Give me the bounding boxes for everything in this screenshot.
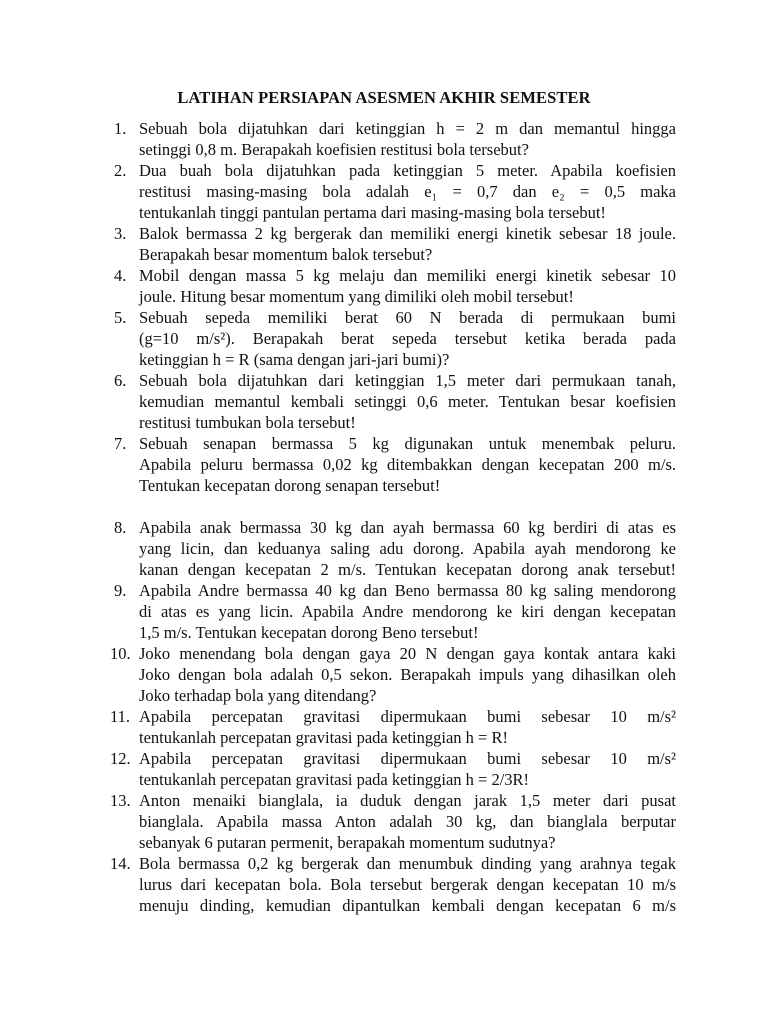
question-line: joule. Hitung besar momentum yang dimiliki oleh mobil tersebut! xyxy=(139,287,574,306)
question-number: 2. xyxy=(114,161,127,180)
question-line: Sebuah bola dijatuhkan dari ketinggian h = 2 m dan memantul hingga xyxy=(139,119,676,138)
question-line: bianglala. Apabila massa Anton adalah 30 kg, dan bianglala berputar xyxy=(139,812,676,831)
page-title: LATIHAN PERSIAPAN ASESMEN AKHIR SEMESTER xyxy=(177,88,591,107)
question-number: 14. xyxy=(110,854,131,873)
question-line: tentukanlah percepatan gravitasi pada ketinggian h = 2/3R! xyxy=(139,770,530,789)
question-line: Joko dengan bola adalah 0,5 sekon. Berapakah impuls yang dihasilkan oleh xyxy=(139,665,676,684)
question-line: lurus dari kecepatan bola. Bola tersebut bergerak dengan kecepatan 10 m/s xyxy=(139,875,676,894)
question-line: Sebuah sepeda memiliki berat 60 N berada di permukaan bumi xyxy=(139,308,676,327)
question-line: 1,5 m/s. Tentukan kecepatan dorong Beno tersebut! xyxy=(139,623,479,642)
question-item xyxy=(110,580,676,643)
question-line: kanan dengan kecepatan 2 m/s. Tentukan kecepatan dorong anak tersebut! xyxy=(139,560,676,579)
question-line: Bola bermassa 0,2 kg bergerak dan menumbuk dinding yang arahnya tegak xyxy=(139,854,676,873)
question-item xyxy=(110,433,676,496)
question-line: Berapakah besar momentum balok tersebut? xyxy=(139,245,433,264)
question-line: Apabila percepatan gravitasi dipermukaan bumi sebesar 10 m/s² xyxy=(139,749,676,768)
question-line: Joko terhadap bola yang ditendang? xyxy=(139,686,377,705)
question-number: 12. xyxy=(110,749,131,768)
question-item xyxy=(110,706,676,748)
question-number: 6. xyxy=(114,371,127,390)
question-line: Apabila anak bermassa 30 kg dan ayah bermassa 60 kg berdiri di atas es xyxy=(139,518,676,537)
question-line: ketinggian h = R (sama dengan jari-jari bumi)? xyxy=(139,350,450,369)
question-line: Joko menendang bola dengan gaya 20 N dengan gaya kontak antara kaki xyxy=(139,644,676,663)
question-line: Dua buah bola dijatuhkan pada ketinggian 5 meter. Apabila koefisien xyxy=(139,161,676,180)
question-item xyxy=(110,307,676,370)
question-line: Tentukan kecepatan dorong senapan tersebut! xyxy=(139,476,441,495)
question-line: menuju dinding, kemudian dipantulkan kembali dengan kecepatan 6 m/s xyxy=(139,896,676,915)
question-item xyxy=(110,517,676,580)
question-line: restitusi tumbukan bola tersebut! xyxy=(139,413,356,432)
question-line: tentukanlah tinggi pantulan pertama dari masing-masing bola tersebut! xyxy=(139,203,606,222)
question-number: 11. xyxy=(110,707,131,726)
question-number: 8. xyxy=(114,518,127,537)
question-line: Sebuah bola dijatuhkan dari ketinggian 1,5 meter dari permukaan tanah, xyxy=(139,371,676,390)
question-line: Balok bermassa 2 kg bergerak dan memiliki energi kinetik sebesar 18 joule. xyxy=(139,224,676,243)
question-number: 5. xyxy=(114,308,127,327)
question-number: 1. xyxy=(114,119,127,138)
question-item xyxy=(110,265,676,307)
question-number: 13. xyxy=(110,791,131,810)
question-item xyxy=(110,160,676,223)
question-line: sebanyak 6 putaran permenit, berapakah momentum sudutnya? xyxy=(139,833,556,852)
question-item xyxy=(110,790,676,853)
question-line: Mobil dengan massa 5 kg melaju dan memiliki energi kinetik sebesar 10 xyxy=(139,266,676,285)
question-number: 9. xyxy=(114,581,127,600)
question-line: yang licin, dan keduanya saling adu dorong. Apabila ayah mendorong ke xyxy=(139,539,676,558)
question-line: Apabila peluru bermassa 0,02 kg ditembakkan dengan kecepatan 200 m/s. xyxy=(139,455,676,474)
question-line: di atas es yang licin. Apabila Andre mendorong ke kiri dengan kecepatan xyxy=(139,602,676,621)
question-line: setinggi 0,8 m. Berapakah koefisien restitusi bola tersebut? xyxy=(139,140,529,159)
question-item xyxy=(110,223,676,265)
question-line: Apabila percepatan gravitasi dipermukaan bumi sebesar 10 m/s² xyxy=(139,707,676,726)
question-number: 7. xyxy=(114,434,127,453)
question-line: Anton menaiki bianglala, ia duduk dengan jarak 1,5 meter dari pusat xyxy=(139,791,676,810)
question-number: 10. xyxy=(110,644,131,663)
question-number: 4. xyxy=(114,266,127,285)
question-line: (g=10 m/s²). Berapakah berat sepeda tersebut ketika berada pada xyxy=(139,329,676,348)
question-line: restitusi masing-masing bola adalah e₁ = 0,7 dan e₂ = 0,5 maka xyxy=(139,182,676,201)
question-list xyxy=(110,118,676,916)
question-line: Sebuah senapan bermassa 5 kg digunakan untuk menembak peluru. xyxy=(139,434,676,453)
question-number: 3. xyxy=(114,224,127,243)
question-item xyxy=(110,853,676,916)
question-item xyxy=(110,370,676,433)
question-line: kemudian memantul kembali setinggi 0,6 meter. Tentukan besar koefisien xyxy=(139,392,676,411)
question-line: Apabila Andre bermassa 40 kg dan Beno bermassa 80 kg saling mendorong xyxy=(139,581,676,600)
question-line: tentukanlah percepatan gravitasi pada ketinggian h = R! xyxy=(139,728,508,747)
question-item xyxy=(110,118,676,160)
question-item xyxy=(110,748,676,790)
question-item xyxy=(110,643,676,706)
